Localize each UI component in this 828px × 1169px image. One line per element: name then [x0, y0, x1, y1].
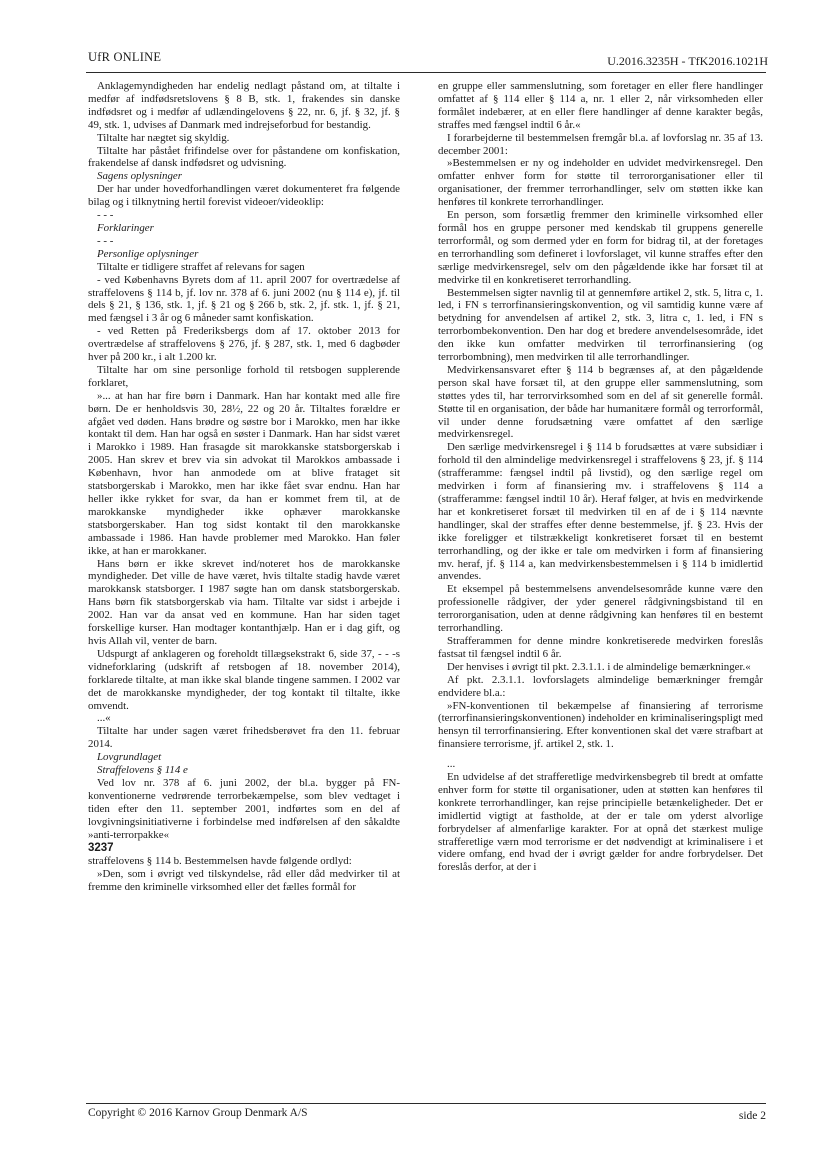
paragraph: Tiltalte har nægtet sig skyldig. — [97, 131, 230, 144]
paragraph: Bestemmelsen sigter navnlig til at gennemføre artikel 2, stk. 5, litra c, 1. led, i FN s terrorfinansieringskonvention, og vil samtidig kunne være af betydning for anvendelsen af artikel 2, stk. 3, litra c, 1. led, i FN s terrorbombekonvention. Den har dog et bredere anvendelsesområde, idet den ikke kun omfatter medvirken til terrorfinansiering (og terrorbombning), men medvirken til alle terrorhandlinger. — [438, 286, 763, 364]
paragraph: Den særlige medvirkensregel i § 114 b forudsættes at være subsidiær i forhold til den almindelige medvirkensregel i straffelovens § 23, jf. § 114 (strafferamme: fængsel indtil på livstid), og den særlige regel om medvirken i form af finansiering mv. i straffelovens § 114 a (strafferamme: fængsel indtil 10 år). Heraf følger, at hvis en medvirkende har et konkretiseret forsæt til medvirken til en af de i § 114 nævnte handlinger, skal der straffes efter denne bestemmelse, jf. § 23. Hvis der ikke foreligger et tilstrækkeligt konkretiseret forsæt til en bestemt terrorhandling, og der ikke er tale om medvirken i form af finansiering mv. heraf, jf. § 114 a, kan medvirkensbestemmelsen i § 114 b imidlertid anvendes. — [438, 441, 763, 583]
paragraph: Et eksempel på bestemmelsens anvendelsesområde kunne være den professionelle rådgiver, der yder generel rådgivningsbistand til en terrororganisation, uden at denne rådgivning kan henføres til en bestemt terrorhandling. — [438, 583, 763, 635]
paragraph: »FN-konventionen til bekæmpelse af finansiering af terrorisme (terrorfinansieringskonventionen) indeholder en kriminaliseringspligt med hensyn til terrorfinansiering. Efter konventionen skal det være strafbart at finansiere terrorisme, jf. artikel 2, stk. 1. — [438, 699, 763, 751]
paragraph: Ved lov nr. 378 af 6. juni 2002, der bl.a. bygger på FN-konventionerne vedrørende terrorbekæmpelse, som blev vedtaget i tiden efter den 11. september 2001, indførtes som en del af lovgivningsinitiativerne i forbindelse med indførelsen af den såkaldte »anti-terrorpakke« — [88, 776, 400, 841]
paragraph: Tiltalte har om sine personlige forhold til retsbogen supplerende forklaret, — [88, 363, 400, 389]
paragraph: Anklagemyndigheden har endelig nedlagt påstand om, at tiltalte i medfør af indfødsretslovens § 8 B, stk. 1, frakendes sin danske indfødsret og i medfør af udlændingelovens § 22, nr. 6, jf. § 32, jf. § 49, stk. 1, udvises af Danmark med indrejseforbud for bestandig. — [88, 80, 400, 131]
section-heading: Personlige oplysninger — [97, 247, 199, 260]
paragraph: Strafferammen for denne mindre konkretiserede medvirken foreslås fastsat til fængsel indtil 6 år. — [438, 634, 763, 660]
paragraph: I forarbejderne til bestemmelsen fremgår bl.a. af lovforslag nr. 35 af 13. december 2001: — [438, 131, 763, 157]
paragraph: en gruppe eller sammenslutning, som foretager en eller flere handlinger omfattet af § 114 eller § 114 a, nr. 1 eller 2, når virksomheden eller formålet indebærer, at en eller flere handlinger af denne karakter begås, straffes med fængsel indtil 6 år.« — [438, 80, 763, 131]
section-heading: Forklaringer — [97, 221, 154, 234]
footer-page-number: side 2 — [738, 1110, 766, 1122]
left-column — [88, 80, 400, 894]
paragraph: En udvidelse af det strafferetlige medvirkensbegreb til bredt at omfatte enhver form for støtte til organisationer, uden at støtten kan henføres til konkrete terrorhandlinger, kan rejse principielle betænkeligheder. Det er imidlertid vigtigt at fastholde, at der er tale om yderst alvorlige forbrydelser af almenfarlige karakter. For at opnå det stærkest mulige strafferetlige værn mod terrorisme er det nødvendigt at kriminalisere i et videre omfang, end hvad der i øvrigt gælder for andre forbrydelser. Det foreslås derfor, at der i — [438, 771, 763, 874]
header-publication: UfR ONLINE — [88, 50, 162, 64]
footer-copyright: Copyright © 2016 Karnov Group Denmark A/S — [88, 1107, 308, 1119]
header-reference: U.2016.3235H - TfK2016.1021H — [607, 54, 768, 68]
section-heading: Straffelovens § 114 e — [97, 764, 188, 777]
paragraph: En person, som forsætlig fremmer den kriminelle virksomhed eller formål hos en gruppe personer med kendskab til gruppens generelle terrorformål, og som dermed yder en form for bidrag til, at der foretages en terrorhandling som defineret i lovforslaget, vil kunne straffes efter den særlige medvirkensregel, selv om den pågældende ikke har forsæt til at medvirke til en konkretiseret terrorhandling. — [438, 209, 763, 286]
section-heading: Sagens oplysninger — [97, 170, 182, 183]
paragraph: - - - — [97, 234, 114, 247]
section-heading: Lovgrundlaget — [97, 751, 162, 764]
paragraph: Tiltalte har under sagen været frihedsberøvet fra den 11. februar 2014. — [88, 725, 400, 751]
paragraph: - ved Retten på Frederiksbergs dom af 17. oktober 2013 for overtrædelse af straffelovens § 276, jf. § 287, stk. 1, med 6 dagbøder hver på 200 kr., i alt 1.200 kr. — [88, 325, 400, 364]
paragraph: Der henvises i øvrigt til pkt. 2.3.1.1. i de almindelige bemærkninger.« — [447, 660, 751, 673]
paragraph: - ved Københavns Byrets dom af 11. april 2007 for overtrædelse af straffelovens § 114 b, jf. lov nr. 378 af 6. juni 2002 (nu § 114 e), jf. til dels § 21, § 136, stk. 1, jf. § 21 og § 266 b, stk. 2, jf. stk. 1, jf. § 21, med fængsel i 3 år og 6 måneder samt konfiskation. — [88, 273, 400, 325]
paragraph: »... at han har fire børn i Danmark. Han har kontakt med alle fire børn. De er henholdsvis 30, 28½, 22 og 20 år. Tiltaltes forældre er afgået ved døden. Hans brødre og søstre bor i Marokko, men har ikke kontakt til dem. Han har også en søster i Danmark. Han har sidst været i Marokko i 1989. Han frasagde sit marokkanske statsborgerskab i 2005. Han skrev et brev via sin advokat til Marokkos ambassade i København, hvor han anmodede om at blive frataget sit statsborgerskab i Marokko, men har ikke fået svar endnu. Han har heller ikke rykket for svar, da han er kommet frem til, at de marokkanske myndigheder ikke ophæver marokkanske statsborgerskaber. Han tog sidst kontakt til den marokkanske ambassade i 1986. Han havde problemer med Marokko. Han føler ikke, at han er marokkaner. — [88, 389, 400, 557]
paragraph: Medvirkensansvaret efter § 114 b begrænses af, at den pågældende person skal have forsæt til, at den gruppe eller sammenslutning, som støttes ydes til, har terrorvirksomhed som en del af sit generelle formål. Støtte til en organisation, der både har humanitære formål og terrorformål, vil under denne forudsætning være omfattet af den særlige medvirkensregel. — [438, 363, 763, 441]
paragraph: - - - — [97, 209, 114, 222]
header-rule — [86, 72, 766, 73]
page-marker: 3237 — [88, 842, 114, 855]
paragraph: Tiltalte har påstået frifindelse over for påstandene om konfiskation, frakendelse af dansk indfødsret og udvisning. — [88, 144, 400, 170]
paragraph: ...« — [97, 712, 111, 725]
right-column — [438, 80, 763, 874]
paragraph: Tiltalte er tidligere straffet af relevans for sagen — [97, 260, 305, 273]
paragraph: Af pkt. 2.3.1.1. lovforslagets almindelige bemærkninger fremgår endvidere bl.a.: — [438, 673, 763, 699]
paragraph: straffelovens § 114 b. Bestemmelsen havde følgende ordlyd: — [88, 855, 352, 868]
paragraph: Hans børn er ikke skrevet ind/noteret hos de marokkanske myndigheder. Det ville de have været, hvis tiltalte stadig havde været marokkansk statsborger. I 1987 søgte han om dansk statsborgerskab. Hans børn fik statsborgerskab via ham. Tiltalte var sidst i arbejde i 2002. Han var da ansat ved en kommune. Han har siden taget forskellige kurser. Han modtager kontanthjælp. Han er i dag gift, og hvis Allah vil, venter de barn. — [88, 557, 400, 647]
paragraph: »Bestemmelsen er ny og indeholder en udvidet medvirkensregel. Den omfatter enhver form for støtte til terrororganisationer eller til organisationer, der fremmer terrorhandlinger, selv om støtten ikke kan henføres til konkrete terrorhandlinger. — [438, 157, 763, 209]
paragraph: »Den, som i øvrigt ved tilskyndelse, råd eller dåd medvirker til at fremme den kriminelle virksomhed eller det fælles formål for — [88, 868, 400, 894]
footer-rule — [86, 1103, 766, 1104]
paragraph: Udspurgt af anklageren og foreholdt tillægsekstrakt 6, side 37, - - -s vidneforklaring (udskrift af retsbogen af 18. november 2014), forklarede tiltalte, at man ikke skal blande tingene sammen. I 2002 var det de marokkanske myndigheder, der tog kontakt til tiltalte, ikke omvendt. — [88, 647, 400, 712]
paragraph: ... — [447, 758, 456, 771]
paragraph: Der har under hovedforhandlingen været dokumenteret fra følgende bilag og i tilknytning hertil forevist videoer/videoklip: — [88, 183, 400, 209]
